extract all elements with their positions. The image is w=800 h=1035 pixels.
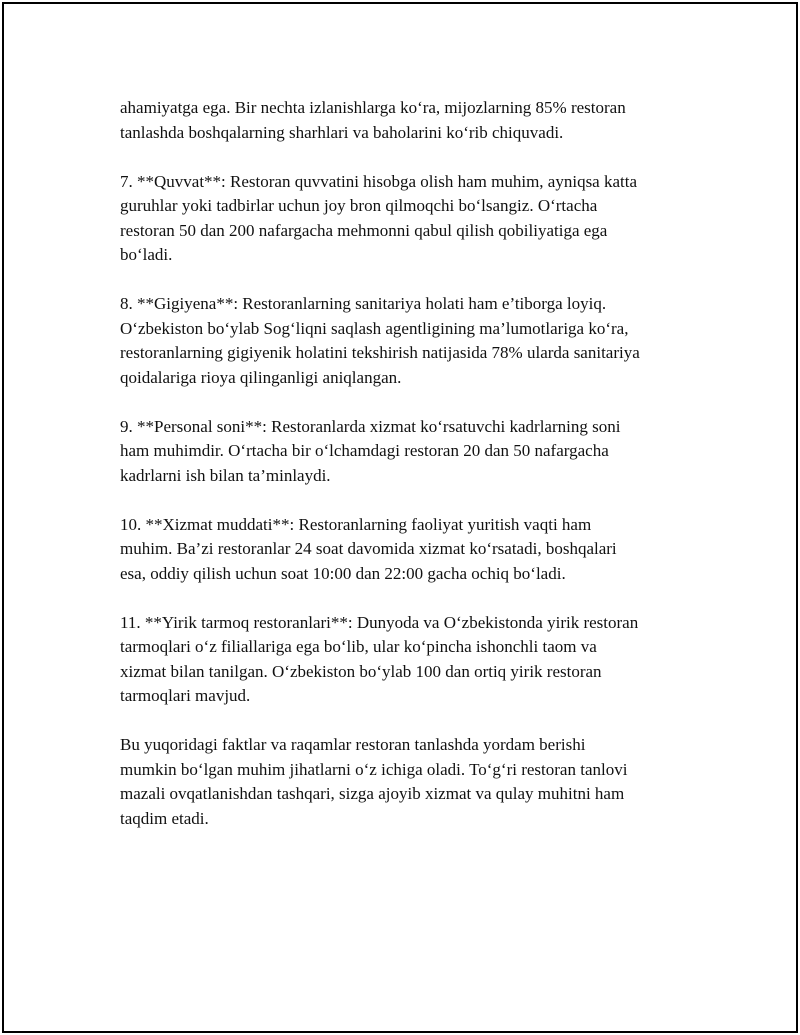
paragraph-item-10-hours [120, 513, 700, 587]
text-line: ahamiyatga ega. Bir nechta izlanishlarga ko‘ra, mijozlarning 85% restoran [120, 98, 626, 117]
text-line: muhim. Ba’zi restoranlar 24 soat davomida xizmat ko‘rsatadi, boshqalari [120, 539, 617, 558]
text-line: mumkin bo‘lgan muhim jihatlarni o‘z ichiga oladi. To‘g‘ri restoran tanlovi [120, 759, 628, 779]
paragraph-item-9-staff [120, 415, 700, 489]
paragraph-conclusion [120, 733, 700, 831]
page-frame [2, 2, 798, 1033]
text-line: ham muhimdir. O‘rtacha bir o‘lchamdagi restoran 20 dan 50 nafargacha [120, 441, 609, 460]
text-line: guruhlar yoki tadbirlar uchun joy bron qilmoqchi bo‘lsangiz. O‘rtacha [120, 196, 598, 215]
text-line: xizmat bilan tanilgan. O‘zbekiston bo‘ylab 100 dan ortiq yirik restoran [120, 661, 602, 681]
text-line: restoran 50 dan 200 nafargacha mehmonni qabul qilish qobiliyatiga ega [120, 220, 608, 240]
document-body [120, 96, 700, 856]
paragraph-item-7-capacity [120, 170, 700, 268]
text-line: 10. **Xizmat muddati**: Restoranlarning faoliyat yuritish vaqti ham [120, 514, 592, 534]
text-line: kadrlarni ish bilan ta’minlaydi. [120, 465, 331, 485]
text-line: 11. **Yirik tarmoq restoranlari**: Dunyoda va O‘zbekistonda yirik restoran [120, 612, 639, 632]
paragraph-intro-continuation [120, 96, 700, 145]
text-line: taqdim etadi. [120, 808, 209, 828]
paragraph-item-11-chains [120, 611, 700, 709]
text-line: tanlashda boshqalarning sharhlari va baholarini ko‘rib chiquvadi. [120, 122, 564, 142]
text-line: 8. **Gigiyena**: Restoranlarning sanitariya holati ham e’tiborga loyiq. [120, 294, 607, 313]
text-line: 7. **Quvvat**: Restoran quvvatini hisobga olish ham muhim, ayniqsa katta [120, 171, 638, 191]
text-line: Bu yuqoridagi faktlar va raqamlar restoran tanlashda yordam berishi [120, 735, 586, 754]
paragraph-item-8-hygiene [120, 292, 700, 390]
text-line: qoidalariga rioya qilinganligi aniqlangan. [120, 367, 402, 387]
text-line: O‘zbekiston bo‘ylab Sog‘liqni saqlash agentligining ma’lumotlariga ko‘ra, [120, 318, 629, 338]
text-line: esa, oddiy qilish uchun soat 10:00 dan 22:00 gacha ochiq bo‘ladi. [120, 563, 566, 583]
text-line: restoranlarning gigiyenik holatini tekshirish natijasida 78% ularda sanitariya [120, 343, 640, 362]
text-line: 9. **Personal soni**: Restoranlarda xizmat ko‘rsatuvchi kadrlarning soni [120, 416, 621, 436]
text-line: mazali ovqatlanishdan tashqari, sizga ajoyib xizmat va qulay muhitni ham [120, 784, 625, 803]
text-line: tarmoqlari mavjud. [120, 686, 251, 705]
text-line: tarmoqlari o‘z filiallariga ega bo‘lib, ular ko‘pincha ishonchli taom va [120, 637, 597, 656]
text-line: bo‘ladi. [120, 245, 173, 264]
